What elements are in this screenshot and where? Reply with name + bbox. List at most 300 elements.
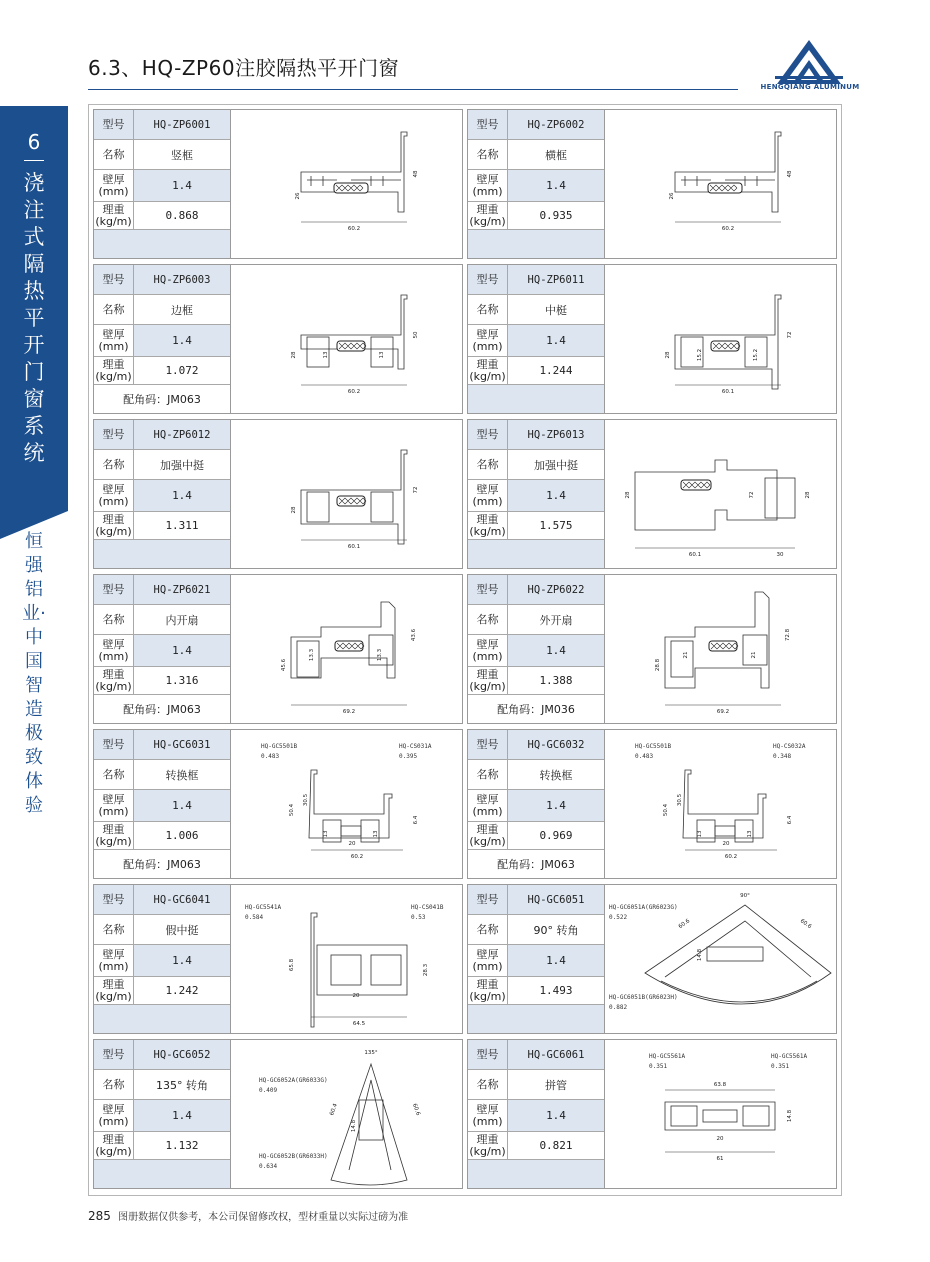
info-label-model: 型号 [94,885,134,914]
profile-drawing [231,730,462,878]
product-grid [88,104,842,1196]
info-row-model [468,730,604,760]
dimension-label: 15.2 [753,348,759,362]
info-label-name: 名称 [94,1070,134,1099]
info-label-wall: 壁厚(mm) [468,790,508,821]
info-row-weight [94,357,230,385]
dimension-label: 60.4 [329,1102,339,1117]
product-card [467,884,837,1034]
info-value-name: 假中挺 [134,915,230,944]
info-label-weight: 理重(kg/m) [468,1132,508,1159]
info-row-weight [468,512,604,540]
dimension-label: 13 [379,351,385,359]
info-row-wall [468,170,604,202]
dimension-label: 72 [413,486,419,494]
dimension-label: 72 [749,491,755,499]
dimension-label: 90° [740,893,750,899]
info-value-model: HQ-ZP6013 [508,420,604,449]
dimension-label: 60.6 [411,1102,421,1117]
info-label-weight: 理重(kg/m) [94,822,134,849]
page-title: 6.3、HQ-ZP60注胶隔热平开门窗 [88,56,400,80]
dimension-label: 13 [373,830,379,838]
dimension-label: 28 [805,491,811,499]
product-card [467,264,837,414]
product-info-table [94,885,230,1033]
part-weight: 0.522 [609,914,628,921]
info-value-model: HQ-ZP6003 [134,265,230,294]
info-label-weight: 理重(kg/m) [468,357,508,384]
part-code: HQ-CS041B [411,904,444,911]
info-row-name [94,295,230,325]
profile-drawing [231,1040,462,1188]
info-label-weight: 理重(kg/m) [468,667,508,694]
info-label-wall: 壁厚(mm) [468,1100,508,1131]
info-value-name: 135° 转角 [134,1070,230,1099]
dimension-label: 30 [776,552,784,558]
info-value-name: 横框 [508,140,604,169]
product-card [93,729,463,879]
info-value-name: 拼管 [508,1070,604,1099]
info-value-weight: 1.388 [508,667,604,694]
info-value-wall: 1.4 [134,1100,230,1131]
info-value-model: HQ-GC6051 [508,885,604,914]
info-row-name [94,450,230,480]
info-row-weight [94,977,230,1005]
info-label-wall: 壁厚(mm) [94,635,134,666]
dimension-label: 26 [295,192,301,200]
product-info-table [468,265,604,413]
part-code: HQ-GC5561A [771,1053,808,1060]
info-row-model [94,575,230,605]
dimension-label: 14.8 [697,948,703,962]
product-info-table [468,110,604,258]
info-value-model: HQ-ZP6012 [134,420,230,449]
chapter-number: 6 [27,130,41,154]
info-label-model: 型号 [468,885,508,914]
part-weight: 0.351 [771,1063,790,1070]
dimension-label: 50.4 [289,803,295,817]
info-row-wall [94,945,230,977]
info-row-name [468,915,604,945]
info-row-model [468,265,604,295]
info-value-name: 竖框 [134,140,230,169]
corner-code [94,1160,230,1188]
info-value-model: HQ-ZP6001 [134,110,230,139]
info-row-model [468,575,604,605]
part-code: HQ-GC5501B [635,743,672,750]
info-value-weight: 1.316 [134,667,230,694]
dimension-label: 13 [323,830,329,838]
info-value-weight: 0.868 [134,202,230,229]
profile-drawing [231,885,462,1033]
product-info-table [468,420,604,568]
part-code: HQ-GC5561A [649,1053,686,1060]
info-row-wall [468,325,604,357]
corner-code [468,385,604,413]
info-value-name: 转换框 [508,760,604,789]
dimension-label: 20 [722,841,730,847]
product-card [93,419,463,569]
info-row-model [468,885,604,915]
info-label-model: 型号 [468,420,508,449]
dimension-label: 28.8 [655,658,661,672]
info-label-model: 型号 [94,1040,134,1069]
info-label-wall: 壁厚(mm) [94,945,134,976]
info-label-wall: 壁厚(mm) [468,480,508,511]
part-code: HQ-GC5501B [261,743,298,750]
dimension-label: 28.3 [423,963,429,977]
info-row-wall [94,635,230,667]
info-row-name [94,605,230,635]
info-value-wall: 1.4 [508,325,604,356]
info-row-wall [468,635,604,667]
part-code: HQ-GC6051A(GR6023G) [609,904,678,911]
product-card [467,1039,837,1189]
info-value-model: HQ-GC6061 [508,1040,604,1069]
dimension-label: 65.8 [289,958,295,972]
product-card [93,574,463,724]
dimension-label: 135° [364,1050,378,1056]
dimension-label: 21 [751,651,757,659]
dimension-label: 14.8 [787,1109,793,1123]
info-row-model [468,1040,604,1070]
info-label-name: 名称 [468,605,508,634]
info-row-wall [468,1100,604,1132]
part-weight: 0.53 [411,914,426,921]
profile-drawing [605,885,836,1033]
info-label-name: 名称 [94,760,134,789]
product-info-table [468,730,604,878]
footer-note: 图册数据仅供参考，本公司保留修改权，型材重量以实际过磅为准 [118,1212,409,1223]
info-label-name: 名称 [94,140,134,169]
info-label-name: 名称 [468,760,508,789]
dimension-label: 13 [323,351,329,359]
profile-drawing [605,1040,836,1188]
info-label-model: 型号 [94,110,134,139]
product-info-table [468,1040,604,1188]
dimension-label: 20 [348,841,356,847]
info-value-wall: 1.4 [134,790,230,821]
part-weight: 0.395 [399,753,418,760]
page-number: 285 [88,1209,111,1223]
info-row-model [94,730,230,760]
info-row-name [468,450,604,480]
profile-drawing [231,575,462,723]
info-row-model [468,110,604,140]
info-value-wall: 1.4 [134,480,230,511]
product-card [467,574,837,724]
info-value-name: 外开扇 [508,605,604,634]
info-label-wall: 壁厚(mm) [468,325,508,356]
dimension-label: 14.8 [351,1119,357,1133]
info-value-wall: 1.4 [508,790,604,821]
dimension-label: 6.4 [413,815,419,825]
info-label-wall: 壁厚(mm) [94,480,134,511]
dimension-label: 13.3 [377,648,383,662]
dimension-label: 6.4 [787,815,793,825]
info-label-model: 型号 [94,265,134,294]
part-weight: 0.483 [261,753,280,760]
dimension-label: 50.4 [663,803,669,817]
info-row-model [468,420,604,450]
info-label-model: 型号 [468,1040,508,1069]
info-row-wall [468,945,604,977]
dimension-label: 21 [683,651,689,659]
corner-code [94,230,230,258]
dimension-label: 20 [352,993,360,999]
profile-drawing [605,575,836,723]
product-info-table [94,730,230,878]
part-code: HQ-GC6051B(GR6023H) [609,994,678,1001]
profile-drawing [605,420,836,568]
corner-code [468,230,604,258]
info-value-weight: 1.072 [134,357,230,384]
product-card [467,419,837,569]
info-label-name: 名称 [468,295,508,324]
info-value-model: HQ-ZP6021 [134,575,230,604]
info-row-weight [468,977,604,1005]
title-rule [88,89,738,90]
product-card [93,1039,463,1189]
info-row-weight [468,357,604,385]
dimension-label: 60.2 [721,226,735,232]
info-row-weight [468,667,604,695]
info-value-weight: 0.935 [508,202,604,229]
info-label-model: 型号 [94,730,134,759]
info-value-model: HQ-ZP6011 [508,265,604,294]
info-label-wall: 壁厚(mm) [468,635,508,666]
product-info-table [94,1040,230,1188]
product-info-table [94,420,230,568]
info-value-weight: 1.493 [508,977,604,1004]
info-value-weight: 1.132 [134,1132,230,1159]
info-row-model [94,265,230,295]
info-row-wall [94,790,230,822]
corner-code [468,1005,604,1033]
info-label-name: 名称 [468,1070,508,1099]
info-value-weight: 1.006 [134,822,230,849]
part-weight: 0.351 [649,1063,668,1070]
info-value-wall: 1.4 [508,635,604,666]
dimension-label: 72.8 [785,628,791,642]
slogan: 恒强铝业·中国智造 极致体验 [22,531,46,816]
info-value-model: HQ-GC6041 [134,885,230,914]
corner-code: 配角码：JM063 [94,385,230,413]
info-row-name [94,915,230,945]
info-label-name: 名称 [468,915,508,944]
info-value-model: HQ-GC6031 [134,730,230,759]
info-label-wall: 壁厚(mm) [94,325,134,356]
info-label-weight: 理重(kg/m) [94,202,134,229]
dimension-label: 13 [697,830,703,838]
profile-drawing [605,110,836,258]
dimension-label: 69.2 [716,709,730,715]
info-row-weight [468,822,604,850]
dimension-label: 50 [413,331,419,339]
info-row-name [468,295,604,325]
info-value-wall: 1.4 [134,170,230,201]
info-label-weight: 理重(kg/m) [94,1132,134,1159]
info-row-name [94,760,230,790]
dimension-label: 45.6 [281,658,287,672]
info-label-model: 型号 [468,730,508,759]
dimension-label: 13 [747,830,753,838]
info-label-name: 名称 [94,450,134,479]
info-label-wall: 壁厚(mm) [94,790,134,821]
info-row-wall [94,1100,230,1132]
info-label-wall: 壁厚(mm) [468,945,508,976]
info-value-wall: 1.4 [508,170,604,201]
info-row-weight [468,1132,604,1160]
dimension-label: 13.3 [309,648,315,662]
profile-drawing [231,420,462,568]
dimension-label: 60.2 [347,226,361,232]
part-weight: 0.882 [609,1004,628,1011]
dimension-label: 28 [291,351,297,359]
info-value-model: HQ-GC6032 [508,730,604,759]
info-label-model: 型号 [468,110,508,139]
info-label-name: 名称 [468,450,508,479]
dimension-label: 63.8 [713,1082,727,1088]
info-row-name [468,1070,604,1100]
info-value-name: 内开扇 [134,605,230,634]
corner-code [94,540,230,568]
info-label-model: 型号 [94,575,134,604]
part-weight: 0.409 [259,1087,278,1094]
profile-drawing [605,730,836,878]
dimension-label: 43.6 [411,628,417,642]
info-value-wall: 1.4 [508,1100,604,1131]
info-label-name: 名称 [94,605,134,634]
part-weight: 0.584 [245,914,264,921]
corner-code: 配角码：JM063 [468,850,604,878]
product-info-table [94,110,230,258]
product-info-table [94,575,230,723]
info-label-name: 名称 [94,915,134,944]
info-row-weight [94,822,230,850]
info-row-wall [94,170,230,202]
dimension-label: 60.1 [347,544,361,550]
info-value-wall: 1.4 [134,635,230,666]
part-code: HQ-CS031A [399,743,432,750]
info-value-wall: 1.4 [134,325,230,356]
dimension-label: 60.1 [688,552,702,558]
info-value-model: HQ-ZP6022 [508,575,604,604]
corner-code [468,540,604,568]
corner-code [94,1005,230,1033]
product-card [467,109,837,259]
info-row-weight [94,1132,230,1160]
part-code: HQ-GC6052B(GR6033H) [259,1153,328,1160]
info-label-model: 型号 [468,575,508,604]
info-row-wall [94,480,230,512]
info-label-name: 名称 [94,295,134,324]
dimension-label: 48 [787,170,793,178]
info-value-model: HQ-ZP6002 [508,110,604,139]
product-card [93,264,463,414]
dimension-label: 60.2 [347,389,361,395]
dimension-label: 60.1 [721,389,735,395]
dimension-label: 15.2 [697,348,703,362]
dimension-label: 30.5 [303,793,309,807]
dimension-label: 64.5 [352,1021,366,1027]
info-row-weight [468,202,604,230]
info-value-weight: 1.242 [134,977,230,1004]
product-info-table [468,575,604,723]
dimension-label: 26 [669,192,675,200]
info-label-model: 型号 [94,420,134,449]
product-card [93,109,463,259]
info-row-name [94,140,230,170]
dimension-label: 28 [665,351,671,359]
info-label-wall: 壁厚(mm) [94,170,134,201]
dimension-label: 60.6 [798,918,813,931]
info-value-weight: 1.575 [508,512,604,539]
info-label-weight: 理重(kg/m) [94,357,134,384]
info-value-name: 边框 [134,295,230,324]
part-code: HQ-GC6052A(GR6033G) [259,1077,328,1084]
chapter-title: 浇注式隔热平开门窗系统 [23,171,45,465]
profile-drawing [231,110,462,258]
dimension-label: 28 [625,491,631,499]
chapter-divider [24,160,44,161]
info-label-model: 型号 [468,265,508,294]
info-row-name [94,1070,230,1100]
info-row-model [94,885,230,915]
info-row-weight [94,667,230,695]
info-value-name: 中梃 [508,295,604,324]
info-value-wall: 1.4 [134,945,230,976]
info-value-weight: 1.244 [508,357,604,384]
product-card [93,884,463,1034]
info-value-name: 加强中挺 [508,450,604,479]
info-label-wall: 壁厚(mm) [468,170,508,201]
info-label-weight: 理重(kg/m) [94,512,134,539]
info-value-wall: 1.4 [508,480,604,511]
info-label-wall: 壁厚(mm) [94,1100,134,1131]
profile-drawing [605,265,836,413]
info-label-weight: 理重(kg/m) [468,822,508,849]
info-value-name: 转换框 [134,760,230,789]
info-row-weight [94,512,230,540]
product-info-table [468,885,604,1033]
dimension-label: 60.2 [350,854,364,860]
dimension-label: 20 [716,1136,724,1142]
dimension-label: 60.6 [677,918,692,931]
product-info-table [94,265,230,413]
info-label-weight: 理重(kg/m) [94,667,134,694]
product-card [467,729,837,879]
info-row-name [468,140,604,170]
dimension-label: 72 [787,331,793,339]
info-row-weight [94,202,230,230]
dimension-label: 60.2 [724,854,738,860]
info-value-name: 加强中挺 [134,450,230,479]
info-row-model [94,420,230,450]
part-weight: 0.634 [259,1163,278,1170]
info-label-weight: 理重(kg/m) [468,512,508,539]
dimension-label: 48 [413,170,419,178]
info-row-wall [468,790,604,822]
corner-code: 配角码：JM063 [94,850,230,878]
dimension-label: 61 [716,1156,724,1162]
corner-code: 配角码：JM036 [468,695,604,723]
info-label-weight: 理重(kg/m) [468,977,508,1004]
info-value-model: HQ-GC6052 [134,1040,230,1069]
corner-code [468,1160,604,1188]
info-label-weight: 理重(kg/m) [94,977,134,1004]
info-value-weight: 0.969 [508,822,604,849]
